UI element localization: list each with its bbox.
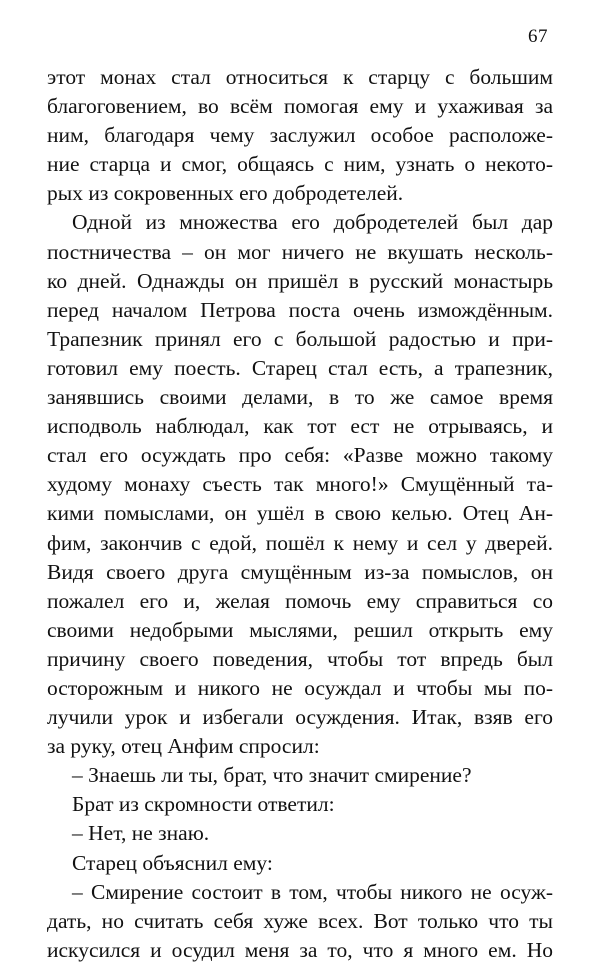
page-number: 67 bbox=[528, 26, 548, 47]
text-line: постничества – он мог ничего не вкушать несколь- bbox=[47, 239, 553, 264]
text-line: Старец объяснил ему: bbox=[72, 850, 273, 875]
text-line: пожалел его и, желая помочь ему справиться со bbox=[47, 588, 553, 613]
text-line: перед началом Петрова поста очень измождённым. bbox=[47, 297, 553, 322]
text-line: причину своего поведения, чтобы тот впредь был bbox=[47, 646, 553, 671]
text-line: кими помыслами, он ушёл в свою келью. Отец Ан- bbox=[47, 501, 553, 526]
text-line: исподволь наблюдал, как тот ест не отрываясь, и bbox=[47, 414, 553, 439]
dialogue-line: – Нет, не знаю. bbox=[72, 821, 210, 846]
text-line: дать, но считать себя хуже всех. Вот только что ты bbox=[47, 908, 553, 933]
text-line: рых из сокровенных его добродетелей. bbox=[47, 181, 404, 206]
text-line: стал его осуждать про себя: «Разве можно такому bbox=[47, 443, 553, 468]
text-line: Брат из скромности ответил: bbox=[72, 792, 335, 817]
text-line: за руку, отец Анфим спросил: bbox=[47, 734, 320, 759]
text-line: Видя своего друга смущённым из-за помыслов, он bbox=[47, 559, 553, 584]
text-line: этот монах стал относиться к старцу с большим bbox=[47, 65, 553, 89]
dialogue-line: – Смирение состоит в том, чтобы никого не осуж- bbox=[72, 879, 553, 904]
text-line: ко дней. Однажды он пришёл в русский монастырь bbox=[47, 268, 553, 293]
text-line: лучили урок и избегали осуждения. Итак, взяв его bbox=[47, 705, 553, 730]
text-line: Трапезник принял его с большой радостью и при- bbox=[47, 326, 553, 351]
text-line: готовил ему поесть. Старец стал есть, а трапезник, bbox=[47, 355, 553, 380]
text-line: своими недобрыми мыслями, решил открыть ему bbox=[47, 617, 553, 642]
text-line: искусился и осудил меня за то, что я много ем. Но bbox=[47, 937, 553, 962]
text-line: Одной из множества его добродетелей был дар bbox=[72, 210, 553, 235]
text-line: худому монаху съесть так много!» Смущённый та- bbox=[47, 472, 553, 497]
text-line: ним, благодаря чему заслужил особое расположе- bbox=[47, 123, 553, 148]
text-line: ние старца и смог, общаясь с ним, узнать о некото- bbox=[47, 152, 553, 177]
dialogue-line: – Знаешь ли ты, брат, что значит смирение? bbox=[72, 763, 472, 788]
body-text bbox=[47, 63, 553, 965]
text-line: фим, закончив с едой, пошёл к нему и сел у дверей. bbox=[47, 530, 553, 555]
text-line: осторожным и никого не осуждал и чтобы мы по- bbox=[47, 675, 553, 700]
text-line: благоговением, во всём помогая ему и ухаживая за bbox=[47, 94, 553, 119]
text-line: занявшись своими делами, в то же самое время bbox=[47, 385, 553, 410]
